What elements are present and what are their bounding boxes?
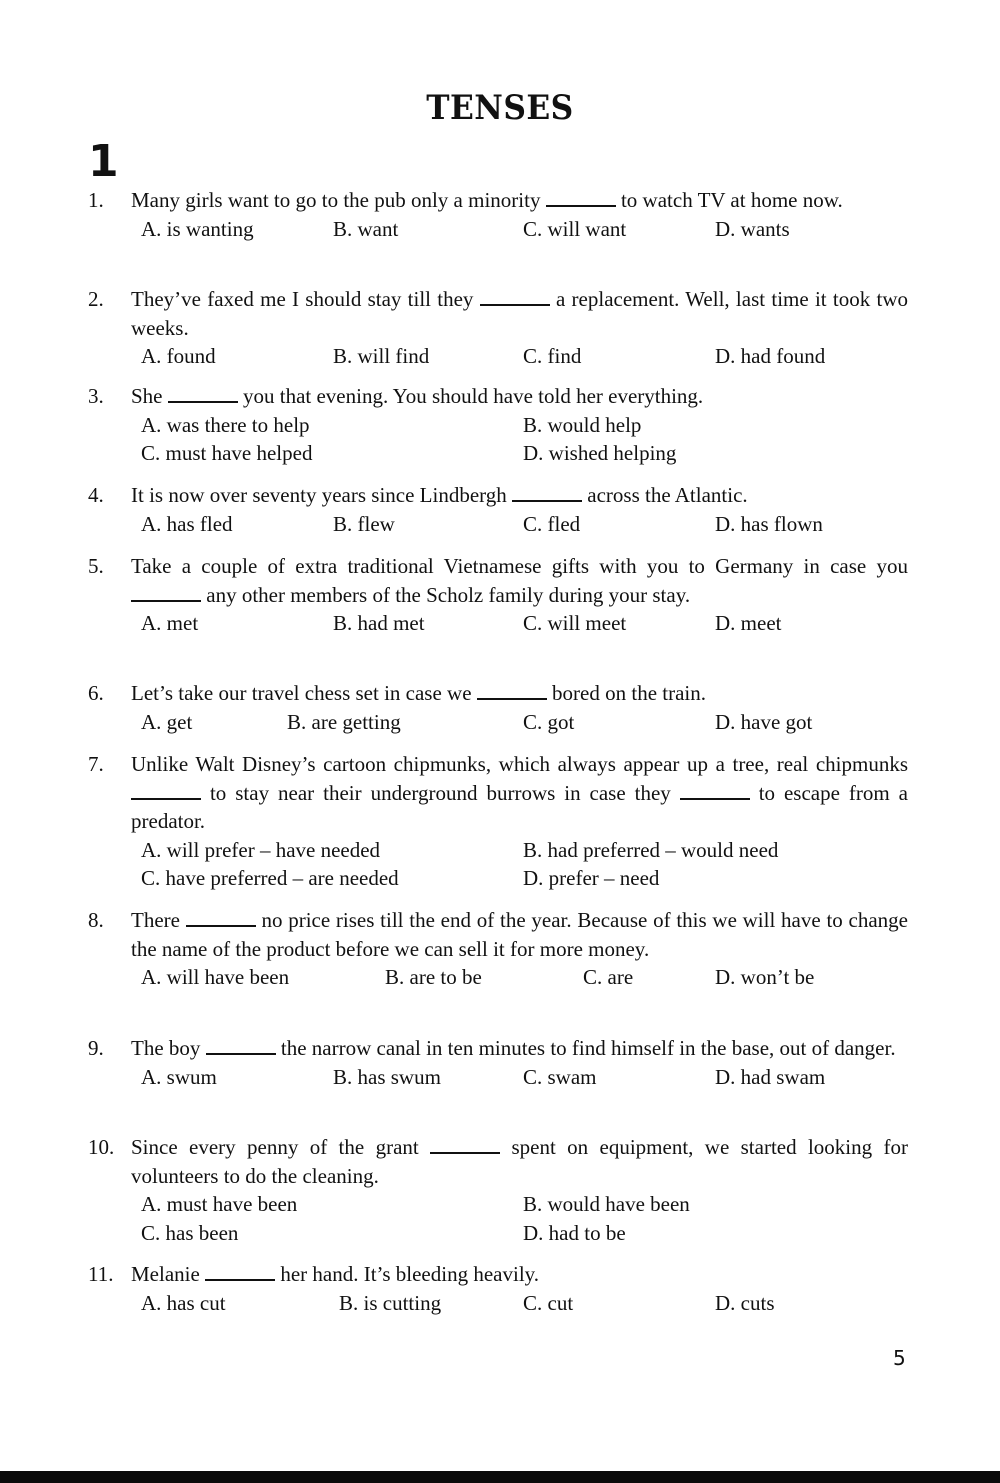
option-b: B. had preferred – would need xyxy=(523,837,779,862)
option-d: D. had to be xyxy=(523,1220,626,1245)
option-c: C. must have helped xyxy=(141,441,313,465)
option-c: C. find xyxy=(523,344,582,368)
option-a: A. will prefer – have needed xyxy=(141,837,381,862)
question-text: no price rises till the end of the year. Because of this we will have to change the name of the product before we can sell it for more money. xyxy=(131,908,908,961)
question-11 xyxy=(88,1260,908,1317)
answer-blank xyxy=(205,1261,275,1281)
page-title: TENSES xyxy=(426,88,574,128)
question-text: to stay near their underground burrows in case they xyxy=(201,780,680,805)
answer-blank xyxy=(168,383,238,403)
option-d: D. wants xyxy=(715,216,790,241)
option-d: D. meet xyxy=(715,611,782,635)
answer-blank xyxy=(131,780,201,800)
option-d: D. had swam xyxy=(715,1064,826,1089)
question-text: Since every penny of the grant xyxy=(131,1135,431,1159)
question-text: you that evening. You should have told her everything. xyxy=(237,384,704,408)
page-number: 5 xyxy=(893,1346,906,1370)
question-text: to watch TV at home now. xyxy=(615,188,843,212)
option-b: B. are to be xyxy=(385,965,482,989)
answer-blank xyxy=(430,1134,500,1154)
question-1 xyxy=(88,186,908,243)
question-6 xyxy=(88,679,908,736)
option-a: A. was there to help xyxy=(141,412,310,437)
option-b: B. has swum xyxy=(333,1064,441,1089)
question-number: 4. xyxy=(88,483,104,507)
question-text: She xyxy=(131,384,168,408)
question-8 xyxy=(88,906,908,992)
scan-edge-strip xyxy=(0,1471,1000,1483)
question-number: 2. xyxy=(88,287,104,311)
question-text: There xyxy=(131,908,186,932)
option-a: A. swum xyxy=(141,1064,217,1089)
option-c: C. got xyxy=(523,709,575,734)
option-b: B. are getting xyxy=(287,709,401,734)
option-b: B. would have been xyxy=(523,1192,690,1216)
option-c: C. will want xyxy=(523,216,627,241)
option-c: C. has been xyxy=(141,1220,239,1245)
question-2 xyxy=(88,285,908,371)
option-a: A. has cut xyxy=(141,1290,226,1315)
question-number: 8. xyxy=(88,908,104,932)
question-9 xyxy=(88,1034,908,1091)
question-text: It is now over seventy years since Lindbergh xyxy=(131,483,513,507)
option-d: D. cuts xyxy=(715,1290,775,1315)
option-b: B. want xyxy=(333,216,399,241)
answer-blank xyxy=(480,286,550,306)
question-5 xyxy=(88,552,908,638)
question-4 xyxy=(88,481,908,538)
question-text: The boy xyxy=(131,1036,206,1060)
option-c: C. fled xyxy=(523,511,581,536)
question-3 xyxy=(88,382,908,468)
option-c: C. have preferred – are needed xyxy=(141,866,399,890)
answer-blank xyxy=(680,780,750,800)
option-a: A. get xyxy=(141,709,193,734)
question-text: her hand. It’s bleeding heavily. xyxy=(275,1262,540,1286)
option-b: B. would help xyxy=(523,412,642,437)
option-b: B. had met xyxy=(333,611,425,635)
question-text: a replacement. Well, last time it took two weeks. xyxy=(131,287,908,340)
answer-blank xyxy=(512,482,582,502)
question-number: 3. xyxy=(88,384,104,408)
answer-blank xyxy=(131,582,201,602)
option-b: B. flew xyxy=(333,511,395,536)
question-number: 6. xyxy=(88,681,104,705)
question-text: They’ve faxed me I should stay till they xyxy=(131,287,480,311)
question-number: 11. xyxy=(88,1262,114,1286)
option-d: D. have got xyxy=(715,709,813,734)
question-number: 5. xyxy=(88,554,104,578)
section-number: 1 xyxy=(88,136,119,187)
question-text: the narrow canal in ten minutes to find himself in the base, out of danger. xyxy=(275,1036,896,1060)
option-c: C. swam xyxy=(523,1064,597,1089)
question-text: Take a couple of extra traditional Vietnamese gifts with you to Germany in case you xyxy=(131,554,908,578)
question-number: 9. xyxy=(88,1036,104,1060)
option-a: A. is wanting xyxy=(141,216,254,241)
question-text: Melanie xyxy=(131,1262,206,1286)
question-text: to escape from a predator. xyxy=(131,780,908,833)
answer-blank xyxy=(546,187,616,207)
option-b: B. is cutting xyxy=(339,1290,442,1315)
option-b: B. will find xyxy=(333,344,430,368)
answer-blank xyxy=(186,907,256,927)
option-c: C. will meet xyxy=(523,611,627,635)
option-d: D. has flown xyxy=(715,511,823,536)
question-text: any other members of the Scholz family during your stay. xyxy=(201,582,691,607)
question-number: 1. xyxy=(88,188,104,212)
option-c: C. are xyxy=(583,965,634,989)
question-number: 10. xyxy=(88,1135,115,1159)
answer-blank xyxy=(477,680,547,700)
option-a: A. met xyxy=(141,611,199,635)
question-text: across the Atlantic. xyxy=(582,483,748,507)
option-a: A. will have been xyxy=(141,965,290,989)
question-text: spent on equipment, we started looking for volunteers to do the cleaning. xyxy=(131,1135,908,1188)
option-d: D. wished helping xyxy=(523,441,677,465)
option-a: A. must have been xyxy=(141,1192,298,1216)
answer-blank xyxy=(206,1035,276,1055)
option-a: A. has fled xyxy=(141,511,233,536)
option-d: D. had found xyxy=(715,344,826,368)
question-7 xyxy=(88,750,908,893)
question-10 xyxy=(88,1133,908,1247)
question-text: Unlike Walt Disney’s cartoon chipmunks, which always appear up a tree, real chipmunks xyxy=(131,752,908,776)
option-d: D. won’t be xyxy=(715,965,815,989)
question-number: 7. xyxy=(88,752,104,776)
question-text: Let’s take our travel chess set in case we xyxy=(131,681,477,705)
question-text: bored on the train. xyxy=(546,681,706,705)
option-c: C. cut xyxy=(523,1290,574,1315)
option-a: A. found xyxy=(141,344,216,368)
question-text: Many girls want to go to the pub only a minority xyxy=(131,188,546,212)
option-d: D. prefer – need xyxy=(523,866,660,890)
